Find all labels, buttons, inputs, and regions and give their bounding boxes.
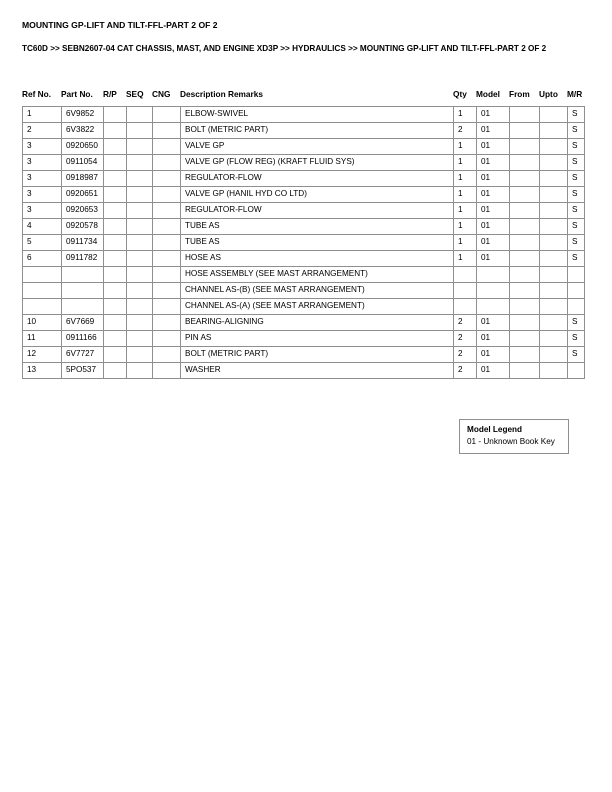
ref-no-cell: 2 [23,123,62,139]
model-cell: 01 [477,219,510,235]
model-cell: 01 [477,331,510,347]
rp-cell [104,123,127,139]
description-cell: BOLT (METRIC PART) [181,347,454,363]
qty-cell: 2 [454,331,477,347]
part-no-cell: 5PO537 [62,363,104,379]
model-legend-title: Model Legend [467,425,523,434]
table-row [23,203,585,219]
table-row [23,347,585,363]
description-cell: TUBE AS [181,219,454,235]
model-cell: 01 [477,363,510,379]
part-no-cell: 0911166 [62,331,104,347]
ref-no-cell: 13 [23,363,62,379]
upto-cell [540,363,568,379]
cng-cell [153,171,181,187]
mr-cell [568,267,585,283]
header-description: Description Remarks [180,89,264,99]
seq-cell [127,315,153,331]
table-row [23,363,585,379]
rp-cell [104,315,127,331]
ref-no-cell: 3 [23,155,62,171]
rp-cell [104,187,127,203]
cng-cell [153,235,181,251]
model-cell: 01 [477,315,510,331]
cng-cell [153,107,181,123]
seq-cell [127,299,153,315]
model-legend [459,419,569,454]
table-row [23,171,585,187]
seq-cell [127,347,153,363]
qty-cell: 1 [454,219,477,235]
mr-cell: S [568,251,585,267]
cng-cell [153,347,181,363]
ref-no-cell: 1 [23,107,62,123]
model-cell [477,299,510,315]
qty-cell: 2 [454,347,477,363]
rp-cell [104,219,127,235]
part-no-cell [62,267,104,283]
upto-cell [540,139,568,155]
ref-no-cell: 3 [23,187,62,203]
qty-cell: 2 [454,123,477,139]
ref-no-cell: 4 [23,219,62,235]
model-cell: 01 [477,171,510,187]
from-cell [510,331,540,347]
ref-no-cell [23,299,62,315]
qty-cell: 1 [454,235,477,251]
qty-cell: 1 [454,171,477,187]
rp-cell [104,171,127,187]
from-cell [510,187,540,203]
qty-cell: 1 [454,251,477,267]
part-no-cell: 0911054 [62,155,104,171]
mr-cell: S [568,155,585,171]
model-cell: 01 [477,235,510,251]
description-cell: VALVE GP [181,139,454,155]
seq-cell [127,219,153,235]
qty-cell [454,267,477,283]
rp-cell [104,251,127,267]
qty-cell: 1 [454,187,477,203]
model-cell: 01 [477,251,510,267]
part-no-cell: 6V7669 [62,315,104,331]
qty-cell: 2 [454,363,477,379]
table-row [23,123,585,139]
upto-cell [540,219,568,235]
breadcrumb: TC60D >> SEBN2607-04 CAT CHASSIS, MAST, AND ENGINE XD3P >> HYDRAULICS >> MOUNTING GP-LIFT AND TILT-FFL-PART 2 OF 2 [22,44,547,53]
mr-cell: S [568,235,585,251]
part-no-cell: 0920651 [62,187,104,203]
description-cell: ELBOW-SWIVEL [181,107,454,123]
rp-cell [104,363,127,379]
rp-cell [104,347,127,363]
header-mr: M/R [567,89,583,99]
table-row [23,315,585,331]
part-no-cell: 0920650 [62,139,104,155]
mr-cell [568,283,585,299]
from-cell [510,139,540,155]
mr-cell: S [568,107,585,123]
model-cell: 01 [477,139,510,155]
model-cell: 01 [477,107,510,123]
qty-cell: 2 [454,315,477,331]
rp-cell [104,283,127,299]
model-cell: 01 [477,347,510,363]
from-cell [510,363,540,379]
ref-no-cell: 6 [23,251,62,267]
cng-cell [153,315,181,331]
qty-cell: 1 [454,107,477,123]
cng-cell [153,331,181,347]
header-cng: CNG [152,89,171,99]
header-part-no: Part No. [61,89,93,99]
from-cell [510,107,540,123]
header-from: From [509,89,530,99]
cng-cell [153,219,181,235]
upto-cell [540,331,568,347]
part-no-cell: 6V3822 [62,123,104,139]
table-row [23,331,585,347]
table-row [23,107,585,123]
upto-cell [540,235,568,251]
seq-cell [127,283,153,299]
cng-cell [153,187,181,203]
header-rp: R/P [103,89,117,99]
description-cell: PIN AS [181,331,454,347]
page-title: MOUNTING GP-LIFT AND TILT-FFL-PART 2 OF 2 [22,20,218,30]
from-cell [510,315,540,331]
upto-cell [540,315,568,331]
rp-cell [104,155,127,171]
mr-cell: S [568,331,585,347]
seq-cell [127,251,153,267]
description-cell: VALVE GP (FLOW REG) (KRAFT FLUID SYS) [181,155,454,171]
seq-cell [127,139,153,155]
from-cell [510,299,540,315]
from-cell [510,283,540,299]
description-cell: BOLT (METRIC PART) [181,123,454,139]
mr-cell [568,363,585,379]
description-cell: REGULATOR-FLOW [181,203,454,219]
model-legend-entry: 01 - Unknown Book Key [467,437,555,446]
header-model: Model [476,89,500,99]
parts-table [22,106,585,379]
seq-cell [127,363,153,379]
description-cell: REGULATOR-FLOW [181,171,454,187]
description-cell: VALVE GP (HANIL HYD CO LTD) [181,187,454,203]
cng-cell [153,203,181,219]
parts-table-body [23,107,585,379]
upto-cell [540,283,568,299]
ref-no-cell: 5 [23,235,62,251]
ref-no-cell: 12 [23,347,62,363]
from-cell [510,267,540,283]
cng-cell [153,155,181,171]
qty-cell: 1 [454,203,477,219]
mr-cell: S [568,139,585,155]
mr-cell: S [568,187,585,203]
part-no-cell [62,299,104,315]
ref-no-cell: 11 [23,331,62,347]
mr-cell: S [568,123,585,139]
rp-cell [104,139,127,155]
part-no-cell: 0918987 [62,171,104,187]
from-cell [510,219,540,235]
header-seq: SEQ [126,89,144,99]
seq-cell [127,187,153,203]
ref-no-cell: 10 [23,315,62,331]
part-no-cell: 6V9852 [62,107,104,123]
description-cell: HOSE AS [181,251,454,267]
mr-cell: S [568,219,585,235]
cng-cell [153,139,181,155]
mr-cell: S [568,171,585,187]
table-row [23,139,585,155]
ref-no-cell [23,283,62,299]
description-cell: CHANNEL AS-(A) (SEE MAST ARRANGEMENT) [181,299,454,315]
seq-cell [127,155,153,171]
cng-cell [153,283,181,299]
mr-cell: S [568,347,585,363]
rp-cell [104,235,127,251]
part-no-cell: 0911734 [62,235,104,251]
upto-cell [540,107,568,123]
from-cell [510,347,540,363]
seq-cell [127,203,153,219]
description-cell: BEARING-ALIGNING [181,315,454,331]
description-cell: HOSE ASSEMBLY (SEE MAST ARRANGEMENT) [181,267,454,283]
ref-no-cell: 3 [23,203,62,219]
seq-cell [127,267,153,283]
header-qty: Qty [453,89,467,99]
table-row [23,219,585,235]
model-cell [477,283,510,299]
part-no-cell: 0920578 [62,219,104,235]
qty-cell [454,299,477,315]
upto-cell [540,187,568,203]
from-cell [510,235,540,251]
table-row [23,187,585,203]
cng-cell [153,251,181,267]
qty-cell: 1 [454,139,477,155]
part-no-cell: 0911782 [62,251,104,267]
rp-cell [104,107,127,123]
rp-cell [104,331,127,347]
qty-cell [454,283,477,299]
cng-cell [153,123,181,139]
cng-cell [153,363,181,379]
header-ref-no: Ref No. [22,89,52,99]
model-cell: 01 [477,155,510,171]
upto-cell [540,155,568,171]
from-cell [510,251,540,267]
table-row [23,283,585,299]
table-row [23,251,585,267]
description-cell: TUBE AS [181,235,454,251]
rp-cell [104,203,127,219]
table-row [23,235,585,251]
upto-cell [540,299,568,315]
from-cell [510,123,540,139]
seq-cell [127,331,153,347]
upto-cell [540,203,568,219]
mr-cell: S [568,315,585,331]
seq-cell [127,235,153,251]
description-cell: WASHER [181,363,454,379]
rp-cell [104,299,127,315]
from-cell [510,155,540,171]
mr-cell [568,299,585,315]
ref-no-cell: 3 [23,139,62,155]
rp-cell [104,267,127,283]
cng-cell [153,299,181,315]
part-no-cell: 0920653 [62,203,104,219]
model-cell [477,267,510,283]
description-cell: CHANNEL AS-(B) (SEE MAST ARRANGEMENT) [181,283,454,299]
table-row [23,299,585,315]
from-cell [510,203,540,219]
upto-cell [540,123,568,139]
seq-cell [127,107,153,123]
part-no-cell: 6V7727 [62,347,104,363]
part-no-cell [62,283,104,299]
table-row [23,155,585,171]
ref-no-cell: 3 [23,171,62,187]
upto-cell [540,251,568,267]
table-row [23,267,585,283]
qty-cell: 1 [454,155,477,171]
mr-cell: S [568,203,585,219]
header-upto: Upto [539,89,558,99]
seq-cell [127,171,153,187]
upto-cell [540,171,568,187]
upto-cell [540,267,568,283]
model-cell: 01 [477,123,510,139]
ref-no-cell [23,267,62,283]
model-cell: 01 [477,203,510,219]
upto-cell [540,347,568,363]
from-cell [510,171,540,187]
model-cell: 01 [477,187,510,203]
cng-cell [153,267,181,283]
seq-cell [127,123,153,139]
